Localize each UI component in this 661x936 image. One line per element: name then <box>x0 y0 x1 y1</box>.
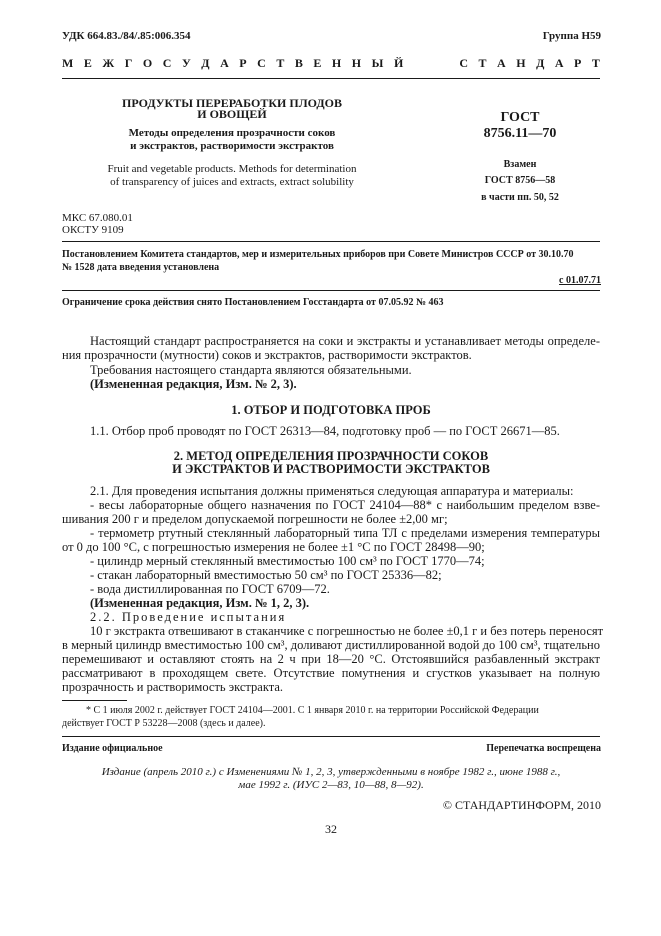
okstu-code: ОКСТУ 9109 <box>62 224 124 236</box>
mks-code: МКС 67.080.01 <box>62 212 133 224</box>
section1-title: 1. ОТБОР И ПОДГОТОВКА ПРОБ <box>231 403 431 417</box>
banner-letter: Ы <box>371 56 384 70</box>
edition-line2: мае 1992 г. (ИУС 2—83, 10—88, 8—92). <box>238 779 424 791</box>
p21-amendment: (Измененная редакция, Изм. № 1, 2, 3). <box>90 596 310 610</box>
section2-title-line1: 2. МЕТОД ОПРЕДЕЛЕНИЯ ПРОЗРАЧНОСТИ СОКОВ <box>173 449 489 463</box>
p22-line1: 10 г экстракта отвешивают в стаканчике с погрешностью не более ±0,1 г и без потерь переносят <box>90 624 604 638</box>
section2-title-line2: И ЭКСТРАКТОВ И РАСТВОРИМОСТИ ЭКСТРАКТОВ <box>172 462 490 476</box>
banner-letter: А <box>220 56 229 70</box>
p22-line5: прозрачность и растворимость экстракта. <box>62 680 284 694</box>
standard-banner <box>62 56 600 71</box>
title-ru-line2: И ОВОЩЕЙ <box>197 107 267 121</box>
reprint-prohibited: Перепечатка воспрещена <box>486 743 601 754</box>
banner-letter: Т <box>276 56 285 70</box>
header-rule <box>62 78 600 79</box>
decree-line1: Постановлением Комитета стандартов, мер и измерительных приборов при Совете Министров СССР от 30.10.70 <box>62 249 574 260</box>
decree-bottom-rule <box>62 290 600 291</box>
banner-letter: О <box>142 56 153 70</box>
banner-letter: Р <box>574 56 582 70</box>
footnote-line1: * С 1 июля 2002 г. действует ГОСТ 24104—2001. С 1 января 2010 г. на территории Российской Федерации <box>86 705 539 716</box>
banner-letter: Т <box>591 56 600 70</box>
banner-letter: В <box>294 56 303 70</box>
p22-line2: в мерный цилиндр вместимостью 100 см³, доливают дистиллированной водой до 100 см³, тщательно <box>62 638 600 652</box>
banner-letter: С <box>459 56 468 70</box>
p21-line3: шивания 200 г и пределом допускаемой погрешности не более ±2,00 мг; <box>62 512 448 526</box>
banner-letter: С <box>257 56 266 70</box>
gost-number: 8756.11—70 <box>483 126 557 141</box>
group-code: Группа Н59 <box>542 30 601 42</box>
p21-line7: - стакан лабораторный вместимостью 50 см³ по ГОСТ 25336—82; <box>90 568 442 582</box>
restriction-note: Ограничение срока действия снято Постановлением Госстандарта от 07.05.92 № 463 <box>62 297 444 308</box>
replaces-gost: ГОСТ 8756—58 <box>484 175 556 186</box>
p21-line6: - цилиндр мерный стеклянный вместимостью 100 см³ по ГОСТ 1770—74; <box>90 554 485 568</box>
banner-letter: А <box>554 56 564 70</box>
banner-letter: Г <box>124 56 133 70</box>
decree-line2: № 1528 дата введения установлена <box>62 262 220 273</box>
gost-label: ГОСТ <box>500 110 540 125</box>
intro-line1: Настоящий стандарт распространяется на соки и экстракты и устанавливает методы определе- <box>90 334 600 348</box>
replaces-part: в части пп. 50, 52 <box>481 192 559 203</box>
footnote-rule <box>62 700 127 701</box>
p22-title: 2.2. Проведение испытания <box>90 610 287 624</box>
intro-line2: ния прозрачности (мутности) соков и экстрактов, растворимости экстрактов. <box>62 348 472 362</box>
decree-rule <box>62 241 600 242</box>
p21-line5: от 0 до 100 °С, с погрешностью измерения не более ±1 °С по ГОСТ 28498—90; <box>62 540 485 554</box>
edition-line1: Издание (апрель 2010 г.) с Изменениями № 1, 2, 3, утвержденными в ноябре 1982 г., июне 1988 г., <box>101 766 561 778</box>
subtitle-line1: Методы определения прозрачности соков <box>128 127 336 139</box>
banner-letter: Е <box>83 56 92 70</box>
banner-letter: С <box>162 56 172 70</box>
decree-date: с 01.07.71 <box>559 275 601 286</box>
banner-letter: Н <box>516 56 526 70</box>
banner-letter: Н <box>351 56 362 70</box>
intro-line3: Требования настоящего стандарта являются обязательными. <box>90 363 412 377</box>
p22-line4: рассматривают в проходящем свете. Отсутствие помутнения и сгустков указывает на полную <box>62 666 600 680</box>
p21-line1: 2.1. Для проведения испытания должны применяться следующая аппаратура и материалы: <box>90 484 574 498</box>
title-en-line1: Fruit and vegetable products. Methods for determination <box>107 163 357 175</box>
official-edition: Издание официальное <box>62 743 163 754</box>
banner-letter: У <box>181 56 191 70</box>
banner-letter: А <box>497 56 506 70</box>
section1-p1: 1.1. Отбор проб проводят по ГОСТ 26313—84, подготовку проб — по ГОСТ 26671—85. <box>90 424 560 438</box>
copyright: © СТАНДАРТИНФОРМ, 2010 <box>442 798 601 812</box>
intro-amendment: (Измененная редакция, Изм. № 2, 3). <box>90 377 297 391</box>
banner-letter: Й <box>393 56 404 70</box>
page-number: 32 <box>325 822 337 836</box>
footer-rule <box>62 736 600 737</box>
p22-line3: перемешивают и оставляют стоять на 2 ч при 18—20 °С. Отстоявшийся разбавленный экстракт <box>62 652 600 666</box>
banner-gap <box>414 56 449 71</box>
banner-letter: Д <box>536 56 545 70</box>
replaces-label: Взамен <box>503 159 537 170</box>
title-ru-line1: ПРОДУКТЫ ПЕРЕРАБОТКИ ПЛОДОВ <box>122 96 342 110</box>
banner-letter: Т <box>478 56 487 70</box>
banner-letter: Н <box>331 56 342 70</box>
p21-line8: - вода дистиллированная по ГОСТ 6709—72. <box>90 582 330 596</box>
p21-line4: - термометр ртутный стеклянный лабораторный типа ТЛ с пределами измерения температуры <box>90 526 600 540</box>
title-en-line2: of transparency of juices and extracts, extract solubility <box>110 176 354 188</box>
banner-letter: Е <box>313 56 322 70</box>
footnote-line2: действует ГОСТ Р 53228—2008 (здесь и далее). <box>62 718 266 729</box>
banner-letter: М <box>62 56 74 70</box>
banner-letter: Д <box>201 56 210 70</box>
p21-line2: - весы лабораторные общего назначения по ГОСТ 24104—88* с наибольшим пределом взве- <box>90 498 600 512</box>
udk-code: УДК 664.83./84/.85:006.354 <box>62 30 191 42</box>
banner-letter: Р <box>239 56 247 70</box>
subtitle-line2: и экстрактов, растворимости экстрактов <box>130 140 334 152</box>
banner-letter: Ж <box>102 56 115 70</box>
